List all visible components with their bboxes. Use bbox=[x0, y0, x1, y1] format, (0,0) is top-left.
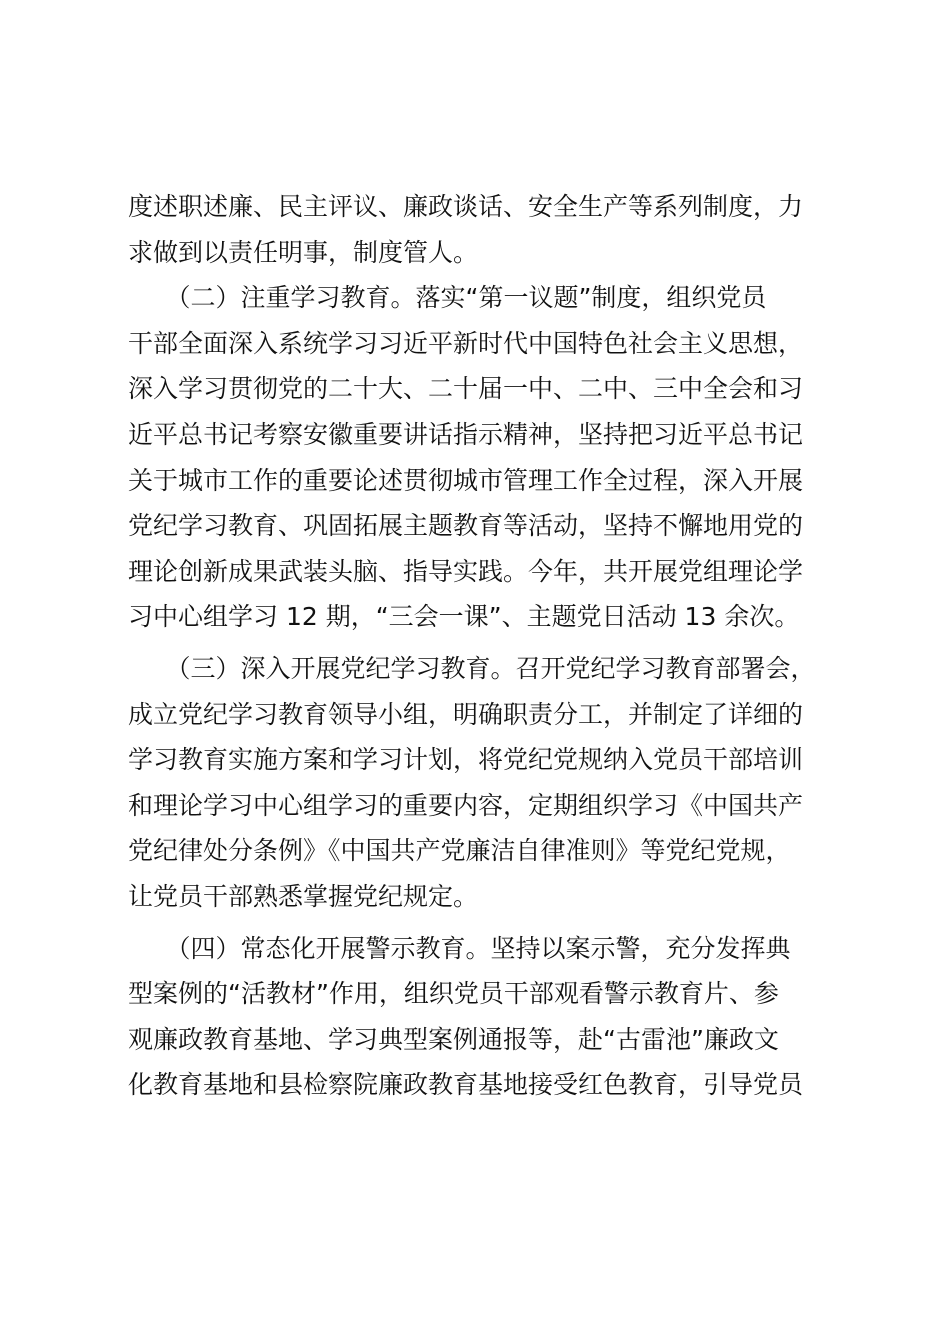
text-line: 成立党纪学习教育领导小组，明确职责分工，并制定了详细的 bbox=[128, 699, 804, 729]
text-line: 近平总书记考察安徽重要讲话指示精神，坚持把习近平总书记 bbox=[128, 419, 804, 449]
text-line: 让党员干部熟悉掌握党纪规定。 bbox=[128, 881, 479, 911]
text-line: 干部全面深入系统学习习近平新时代中国特色社会主义思想， bbox=[128, 328, 804, 358]
text-line: 化教育基地和县检察院廉政教育基地接受红色教育，引导党员 bbox=[128, 1070, 804, 1100]
text-line: 求做到以责任明事，制度管人。 bbox=[128, 237, 479, 267]
text-line: 关于城市工作的重要论述贯彻城市管理工作全过程，深入开展 bbox=[128, 465, 804, 495]
text-line: 和理论学习中心组学习的重要内容，定期组织学习《中国共产 bbox=[128, 790, 804, 820]
section-heading-3: （三）深入开展党纪学习教育。召开党纪学习教育部署会， bbox=[128, 653, 816, 683]
text-line: 习中心组学习 12 期，“三会一课”、主题党日活动 13 余次。 bbox=[128, 602, 800, 632]
text-line: 观廉政教育基地、学习典型案例通报等，赴“古雷池”廉政文 bbox=[128, 1024, 779, 1054]
text-line: 深入学习贯彻党的二十大、二十届一中、二中、三中全会和习 bbox=[128, 374, 804, 404]
text-line: 党纪学习教育、巩固拓展主题教育等活动，坚持不懈地用党的 bbox=[128, 511, 804, 541]
text-line: 型案例的“活教材”作用，组织党员干部观看警示教育片、参 bbox=[128, 979, 779, 1009]
section-heading-2: （二）注重学习教育。落实“第一议题”制度，组织党员 bbox=[128, 283, 767, 313]
text-line: 学习教育实施方案和学习计划，将党纪党规纳入党员干部培训 bbox=[128, 745, 804, 775]
text-line: 党纪律处分条例》《中国共产党廉洁自律准则》等党纪党规， bbox=[128, 836, 791, 866]
text-line: 理论创新成果武装头脑、指导实践。今年，共开展党组理论学 bbox=[128, 556, 804, 586]
document-body bbox=[128, 184, 863, 1108]
section-heading-4: （四）常态化开展警示教育。坚持以案示警，充分发挥典 bbox=[128, 933, 791, 963]
text-line: 度述职述廉、民主评议、廉政谈话、安全生产等系列制度，力 bbox=[128, 192, 804, 221]
